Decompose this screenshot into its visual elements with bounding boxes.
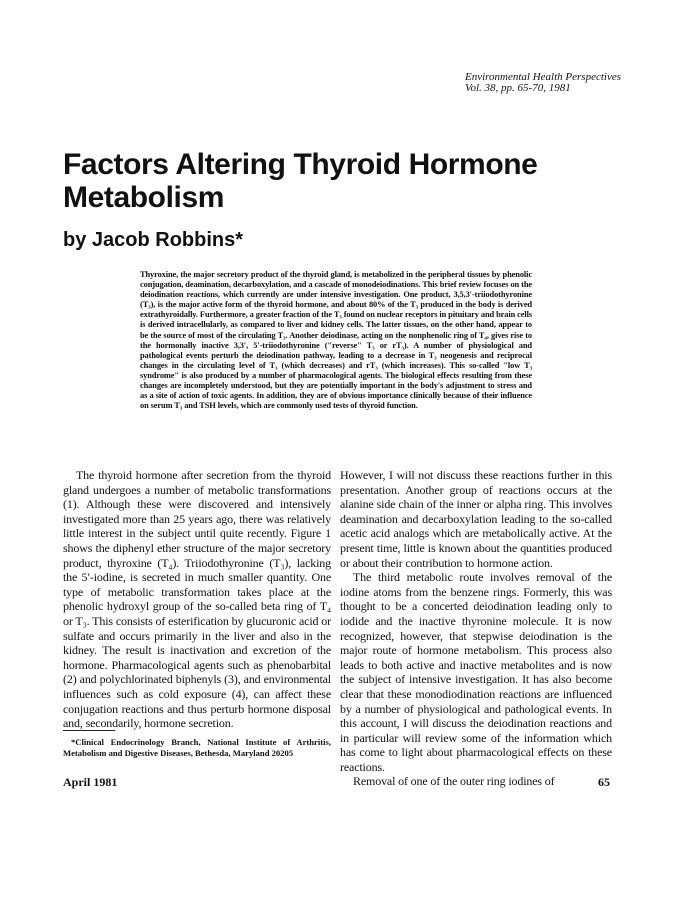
paragraph: Removal of one of the outer ring iodines of: [353, 774, 555, 789]
body-column-left: [63, 468, 331, 731]
journal-name: Environmental Health Perspectives: [465, 71, 621, 83]
journal-header: [465, 72, 621, 94]
paragraph: The third metabolic route involves removal of the iodine atoms from the benzene rings. Formerly, this was thought to be a concerted deiodination leading only to iodide and the inactive thyronine molecule. It is now recognized, however, that stepwise deiodination is the major route of hormone metabolism. This process also leads to both active and inactive metabolites and is now the subject of intensive investigation. It has also become clear that these monodiodination reactions are influenced by a number of physiological and pathological events. In this account, I will discuss the deiodination reactions and in particular will review some of the information which has come to light about pharmacological effects on these reactions.: [340, 570, 612, 774]
footnote-divider: [63, 730, 115, 731]
author-byline: by Jacob Robbins*: [63, 229, 244, 251]
paragraph: However, I will not discuss these reactions further in this presentation. Another group of reactions occurs at the alanine side chain of the inner or alpha ring. This involves deamination and decarboxylation leading to the so-called acetic acid analogs which are metabolically active. At the present time, little is known about the quantities produced or about their contribution to hormone action.: [340, 468, 612, 570]
author-affiliation-footnote: *Clinical Endocrinology Branch, National Institute of Arthritis, Metabolism and Digestive Diseases, Bethesda, Maryland 20205: [63, 737, 331, 758]
paragraph: The thyroid hormone after secretion from the thyroid gland undergoes a number of metabolic transformations (1). Although these were discovered and intensively investigated more than 25 years ago, there was relatively little interest in the subject until quite recently. Figure 1 shows the diphenyl ether structure of the major secretory product, thyroxine (T₄). Triiodothyronine (T₃), lacking the 5′-iodine, is secreted in much smaller quantity. One type of metabolic transformation takes place at the phenolic hydroxyl group of the so-called beta ring of T₄ or T₃. This consists of esterification by glucuronic acid or sulfate and occurs primarily in the liver and also in the kidney. The result is inactivation and excretion of the hormone. Pharmacological agents such as phenobarbital (2) and polychlorinated biphenyls (3), and environmental influences such as cold exposure (4), can affect these conjugation reactions and thus perturb hormone disposal and, secondarily, hormone secretion.: [63, 468, 331, 731]
footer-date: April 1981: [63, 775, 118, 789]
body-column-right: [340, 468, 612, 789]
abstract: Thyroxine, the major secretory product of the thyroid gland, is metabolized in the peripheral tissues by phenolic conjugation, deamination, decarboxylation, and a cascade of monodeiodinations. This brief review focuses on the deiodination reactions, which currently are under intensive investigation. One product, 3,5,3′-triiodothyronine (T₃), is the major active form of the thyroid hormone, and about 80% of the T₃ produced in the body is derived extrathyroidally. Furthermore, a greater fraction of the T₃ found on nuclear receptors in pituitary and brain cells is derived intracellularly, as compared to liver and kidney cells. The latter tissues, on the other hand, appear to be the source of most of the circulating T₃. Another deiodinase, acting on the nonphenolic ring of T₄, gives rise to the hormonally inactive 3,3′, 5′-triiodothyronine ("reverse" T₃ or rT₃). A number of physiological and pathological events perturb the deiodination pathway, leading to a decrease in T₃ neogenesis and reciprocal changes in the circulating level of T₃ (which decreases) and rT₃ (which increases). This so-called "low T₃ syndrome" is also produced by a number of pharmacological agents. The biological effects resulting from these changes are incompletely understood, but they are potentially important in the body's adjustment to stress and as a site of action of toxic agents. In addition, they are of obvious importance clinically because of their influence on serum T₃ and TSH levels, which are commonly used tests of thyroid function.: [140, 270, 532, 411]
article-title: Factors Altering Thyroid Hormone Metabolism: [63, 148, 538, 214]
page-number: 65: [598, 775, 610, 789]
journal-volume: Vol. 38, pp. 65-70, 1981: [465, 82, 571, 94]
